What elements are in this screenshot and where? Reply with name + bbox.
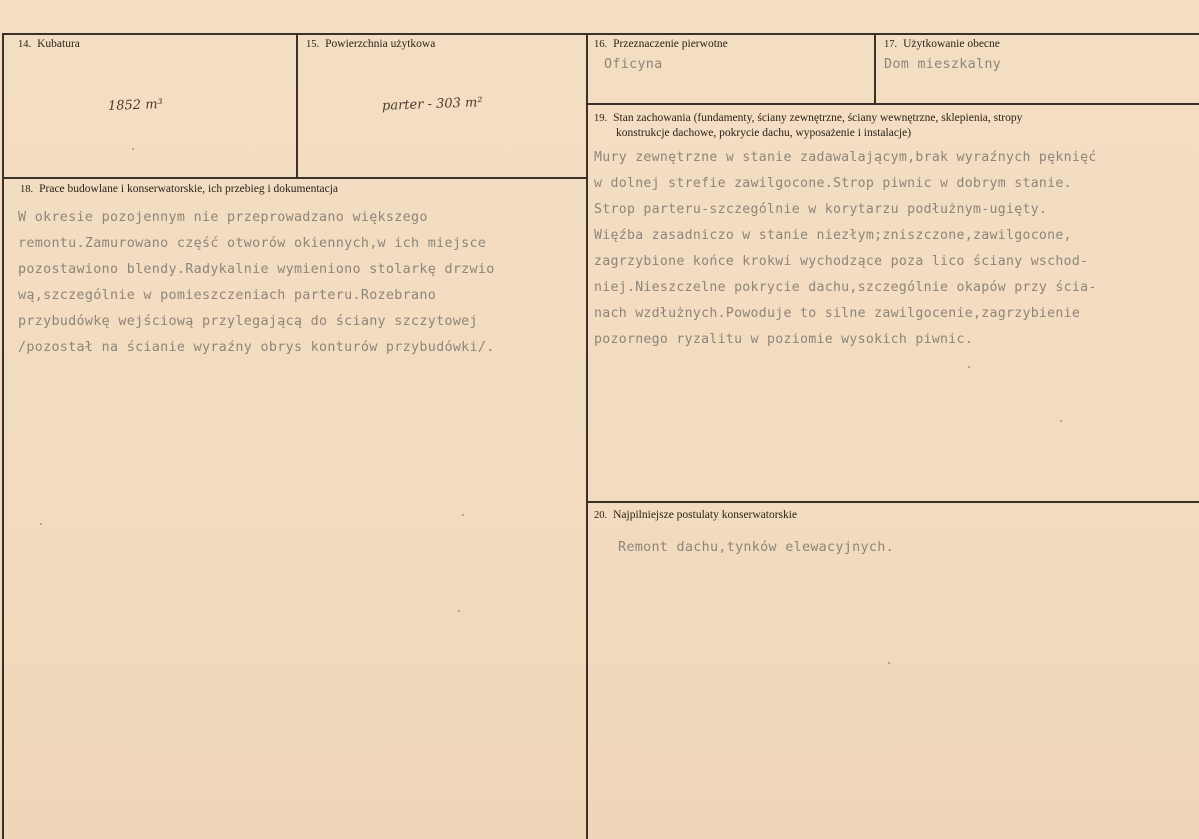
field-19-line: Strop parteru-szczególnie w korytarzu podłużnym-ugięty. — [594, 202, 1048, 217]
field-19-line: nach wzdłużnych.Powoduje to silne zawilgocenie,zagrzybienie — [594, 306, 1081, 321]
field-18-label: 18. Prace budowlane i konserwatorskie, ich przebieg i dokumentacja — [20, 183, 339, 195]
field-19-line: niej.Nieszczelne pokrycie dachu,szczególnie okapów przy ścia- — [594, 280, 1097, 295]
field-14-handwritten-value: 1852 m³ — [107, 97, 164, 114]
field-17-label: 17. Użytkowanie obecne — [884, 38, 1000, 50]
field-15-handwritten-value: parter - 303 m² — [381, 95, 483, 114]
row1-bottom-left — [2, 177, 586, 179]
field20-top — [586, 501, 1199, 503]
field-18-line: pozostawiono blendy.Radykalnie wymieniono stolarkę drzwio — [18, 262, 495, 277]
field-20-text — [618, 535, 894, 561]
divider-16-17 — [874, 33, 876, 103]
divider-14-15 — [296, 33, 298, 177]
paper-speck — [40, 523, 42, 525]
paper-speck — [968, 366, 970, 368]
field-19-line: Więźba zasadniczo w stanie niezłym;zniszczone,zawilgocone, — [594, 228, 1072, 243]
field-18-line: /pozostał na ścianie wyraźny obrys konturów przybudówki/. — [18, 340, 495, 355]
field-19-line: pozornego ryzalitu w poziomie wysokich piwnic. — [594, 332, 974, 347]
row1-bottom-right — [586, 103, 1199, 105]
top-border — [2, 33, 1199, 35]
field-20-label: 20. Najpilniejsze postulaty konserwatorskie — [594, 509, 798, 521]
paper-speck — [1060, 420, 1062, 422]
field-19-label-cont: konstrukcje dachowe, pokrycie dachu, wyposażenie i instalacje) — [616, 127, 912, 139]
field-14-label: 14. Kubatura — [18, 38, 80, 50]
field-17-value: Dom mieszkalny — [884, 57, 1002, 72]
main-divider — [586, 33, 588, 839]
field-16-value: Oficyna — [604, 57, 663, 72]
field-18-line: W okresie pozojennym nie przeprowadzano większego — [18, 210, 428, 225]
field-18-line: wą,szczególnie w pomieszczeniach parteru.Rozebrano — [18, 288, 437, 303]
field-15-label: 15. Powierzchnia użytkowa — [306, 38, 436, 50]
paper-speck — [462, 514, 464, 516]
field-19-line: Mury zewnętrzne w stanie zadawalającym,brak wyraźnych pęknięć — [594, 150, 1097, 165]
left-border — [2, 33, 4, 839]
field-18-text — [18, 205, 495, 361]
field-19-line: zagrzybione końce krokwi wychodzące poza lico ściany wschod- — [594, 254, 1089, 269]
paper-speck — [888, 662, 890, 664]
paper-speck — [132, 148, 134, 150]
paper-speck — [458, 610, 460, 612]
field-19-line: w dolnej strefie zawilgocone.Strop piwnic w dobrym stanie. — [594, 176, 1072, 191]
field-20-line: Remont dachu,tynków elewacyjnych. — [618, 540, 894, 555]
field-19-label: 19. Stan zachowania (fundamenty, ściany zewnętrzne, ściany wewnętrzne, sklepienia, stropy — [594, 112, 1023, 124]
field-18-line: przybudówkę wejściową przylegającą do ściany szczytowej — [18, 314, 478, 329]
field-19-text — [594, 145, 1097, 353]
field-16-label: 16. Przeznaczenie pierwotne — [594, 38, 728, 50]
field-18-line: remontu.Zamurowano część otworów okiennych,w ich miejsce — [18, 236, 487, 251]
